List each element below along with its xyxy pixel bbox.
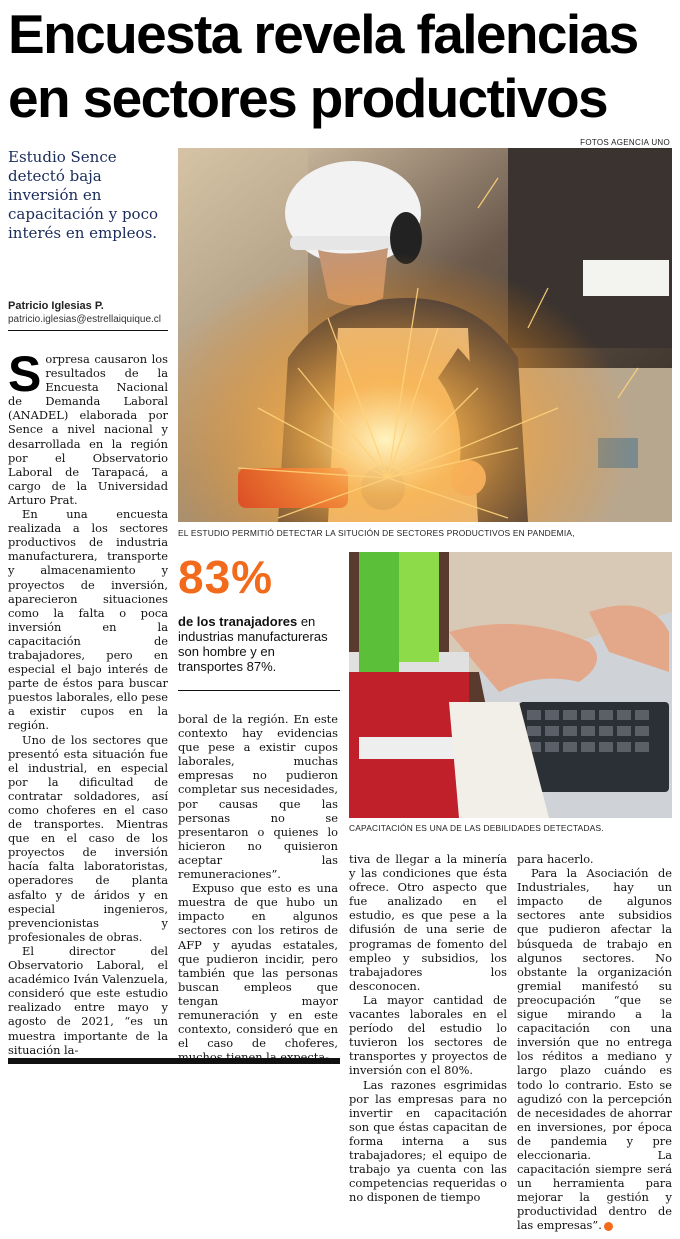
stat-number: 83% [178, 551, 274, 603]
stat-lead: de los tranajadores [178, 614, 298, 629]
body-column-1 [8, 346, 168, 1057]
caption-photo-laptop: CAPACITACIÓN ES UNA DE LAS DEBILIDADES DETECTADAS. [349, 823, 604, 833]
photo-laptop [349, 552, 672, 818]
byline-author: Patricio Iglesias P. [8, 300, 104, 312]
col1-paragraph-2: En una encuesta realizada a los sectores productivos de industria manufacturera, transporte y almacenamiento y proyectos de inversión, aparecieron situaciones como la falta o poca inversión en la capacitación de trabajadores, pero en especial el bajo interés de parte de éstos para buscar puestos laborales, ello pese a existir cupos en la región. [8, 507, 168, 733]
col2-paragraph-1: boral de la región. En este contexto hay evidencias que pese a existir cupos laborales, muchas empresas no pudieron completar sus necesidades, por causas que las personas no se presentaron o quienes lo hicieron no quisieron aceptar las remuneraciones”. [178, 712, 338, 882]
welder-illustration [178, 148, 672, 522]
body-column-2 [178, 712, 338, 1064]
col3-paragraph-1: tiva de llegar a la minería y las condiciones que ésta ofrece. Otro aspecto que fue analizado en el estudio, es que pese a la difusión de una serie de programas de fomento del empleo y subsidios, los trabajadores los desconocen. [349, 852, 507, 993]
headline-line-2: en sectores productivos [8, 67, 607, 129]
col4-paragraph-1: para hacerlo. [517, 852, 594, 866]
col1-paragraph-3: Uno de los sectores que presentó esta situación fue el industrial, en especial por la dificultad de contratar soldadores, así como choferes en el caso de transportes. Mientras que en el caso de los proyectos de inversión hacía falta laboratoristas, operadores de planta asfalto y de áridos y en especial ingenieros, prevencionistas y profesionales de obras. [8, 732, 168, 944]
body-column-4 [517, 852, 672, 1233]
col2-paragraph-2: Expuso que esto es una muestra de que hubo un impacto en algunos sectores con los retiros de AFP y ayudas estatales, que pudieron incidir, pero también que las personas buscan empleos que tengan mayor remuneración y en este contexto, consideró que en el caso de choferes, [178, 881, 338, 1051]
byline-rule [8, 330, 168, 331]
headline [8, 2, 672, 130]
col3-paragraph-2: La mayor cantidad de vacantes laborales en el período del estudio lo tuvieron los sectores de transportes y proyectos de inversión con el 80%. [349, 992, 507, 1078]
section-rule [8, 1058, 340, 1064]
col4-paragraph-2: Para la Asociación de Industriales, hay un impacto de algunos sectores ante subsidios que pudieron afectar la búsqueda de trabajo en algunos sectores. No obstante la organización gremial manifestó su preocupación “que se sigue mirando a la capacitación con una inversión que no entrega los réditos a mediano y largo plazo cuándo es todo lo contrario. Esto se agudizó con la percepción de necesidades de ahorrar en inversiones, por época de pandemia y pre eleccionaria. La capacitación siempre será un herramienta para mejorar la gestión y productividad dentro de las empresas”. [517, 866, 672, 1233]
col1-paragraph-1: orpresa causaron los resultados de la Encuesta Nacional de Demanda Laboral (ANADEL) elaborada por Sence a nivel nacional y desarrollada en la región por el Observatorio Laboral de Tarapacá, a cargo de la Universidad Arturo Prat. [8, 352, 168, 507]
end-mark-icon [604, 1222, 613, 1231]
subhead: Estudio Sence detectó baja inversión en capacitación y poco interés en empleos. [8, 148, 159, 242]
dropcap: S [8, 346, 42, 402]
stat-rest: en industrias manufactureras son hombre y en transportes 87%. [178, 614, 328, 674]
byline-email: patricio.iglesias@estrellaiquique.cl [8, 314, 162, 325]
col1-paragraph-4: El director del Observatorio Laboral, el académico Iván Valenzuela, consideró que este estudio realizado entre mayo y agosto de 2021, “es un muestra importante de la situación la- [8, 943, 168, 1057]
body-column-3 [349, 852, 507, 1204]
headline-line-1: Encuesta revela falencias [8, 3, 638, 65]
photo-credit: FOTOS AGENCIA UNO [580, 138, 670, 147]
caption-photo-welder: EL ESTUDIO PERMITIÓ DETECTAR LA SITUCIÓN DE SECTORES PRODUCTIVOS EN PANDEMIA, [178, 528, 575, 538]
photo-welder [178, 148, 672, 522]
col3-paragraph-3: Las razones esgrimidas por las empresas para no invertir en capacitación son que éstas capacitan de forma interna a sus trabajadores; el equipo de trabajo ya cuenta con las competencias requeridas o no disponen de tiempo [349, 1077, 507, 1205]
laptop-illustration [349, 552, 672, 818]
stat-text [178, 614, 340, 674]
stat-rule [178, 690, 340, 691]
